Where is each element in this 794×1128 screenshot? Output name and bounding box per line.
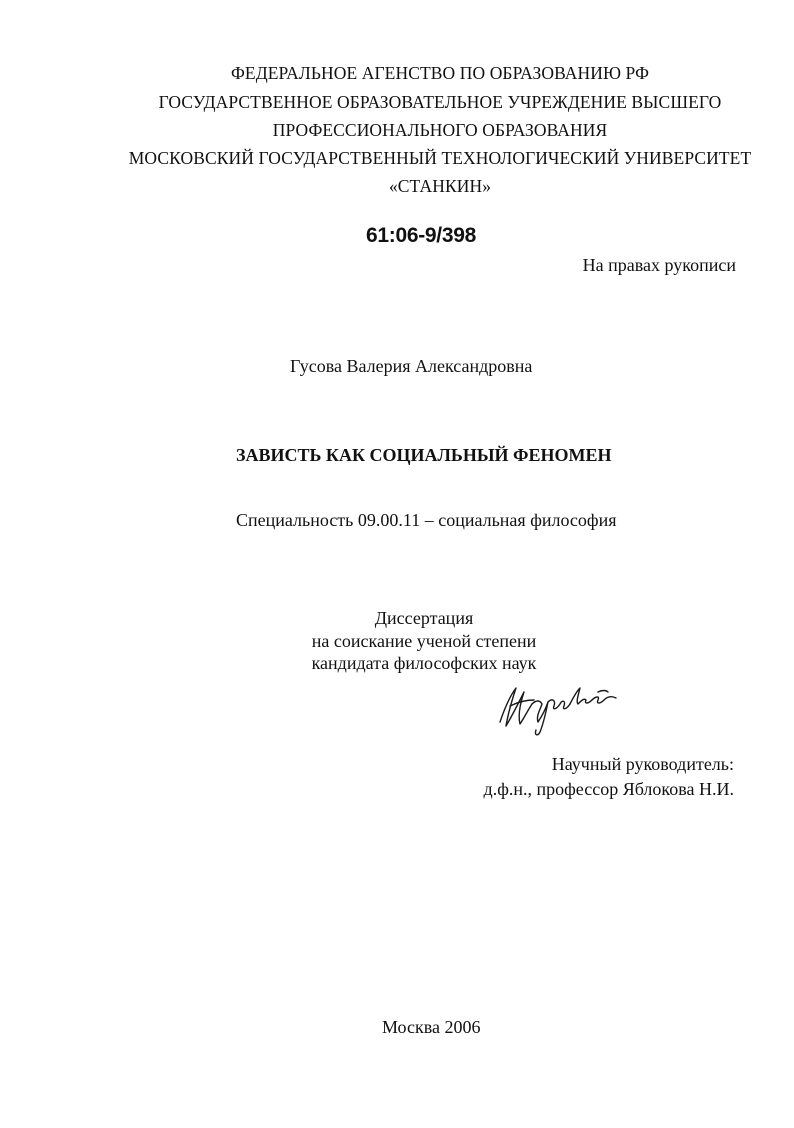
supervisor-name: д.ф.н., профессор Яблокова Н.И. (483, 779, 734, 799)
supervisor-label: Научный руководитель: (551, 754, 734, 774)
header-line-2: ГОСУДАРСТВЕННОЕ ОБРАЗОВАТЕЛЬНОЕ УЧРЕЖДЕНИЕ ВЫСШЕГО (158, 92, 722, 112)
dissertation-line-1: Диссертация (374, 608, 474, 628)
author-name: Гусова Валерия Александровна (290, 356, 533, 376)
header-line-1: ФЕДЕРАЛЬНОЕ АГЕНСТВО ПО ОБРАЗОВАНИЮ РФ (230, 63, 649, 83)
header-line-3: ПРОФЕССИОНАЛЬНОГО ОБРАЗОВАНИЯ (272, 120, 608, 140)
header-line-5: «СТАНКИН» (388, 176, 492, 196)
header-line-4: МОСКОВСКИЙ ГОСУДАРСТВЕННЫЙ ТЕХНОЛОГИЧЕСКИЙ УНИВЕРСИТЕТ (128, 148, 752, 168)
dissertation-title: ЗАВИСТЬ КАК СОЦИАЛЬНЫЙ ФЕНОМЕН (236, 445, 612, 465)
dissertation-line-2: на соискание ученой степени (311, 631, 537, 651)
rights-note: На правах рукописи (582, 255, 736, 275)
specialty-line: Специальность 09.00.11 – социальная философия (236, 510, 617, 530)
dissertation-line-3: кандидата философских наук (311, 653, 537, 673)
archive-stamp-number: 61:06-9/398 (366, 224, 476, 247)
signature-icon (490, 670, 630, 740)
place-year: Москва 2006 (382, 1017, 481, 1037)
